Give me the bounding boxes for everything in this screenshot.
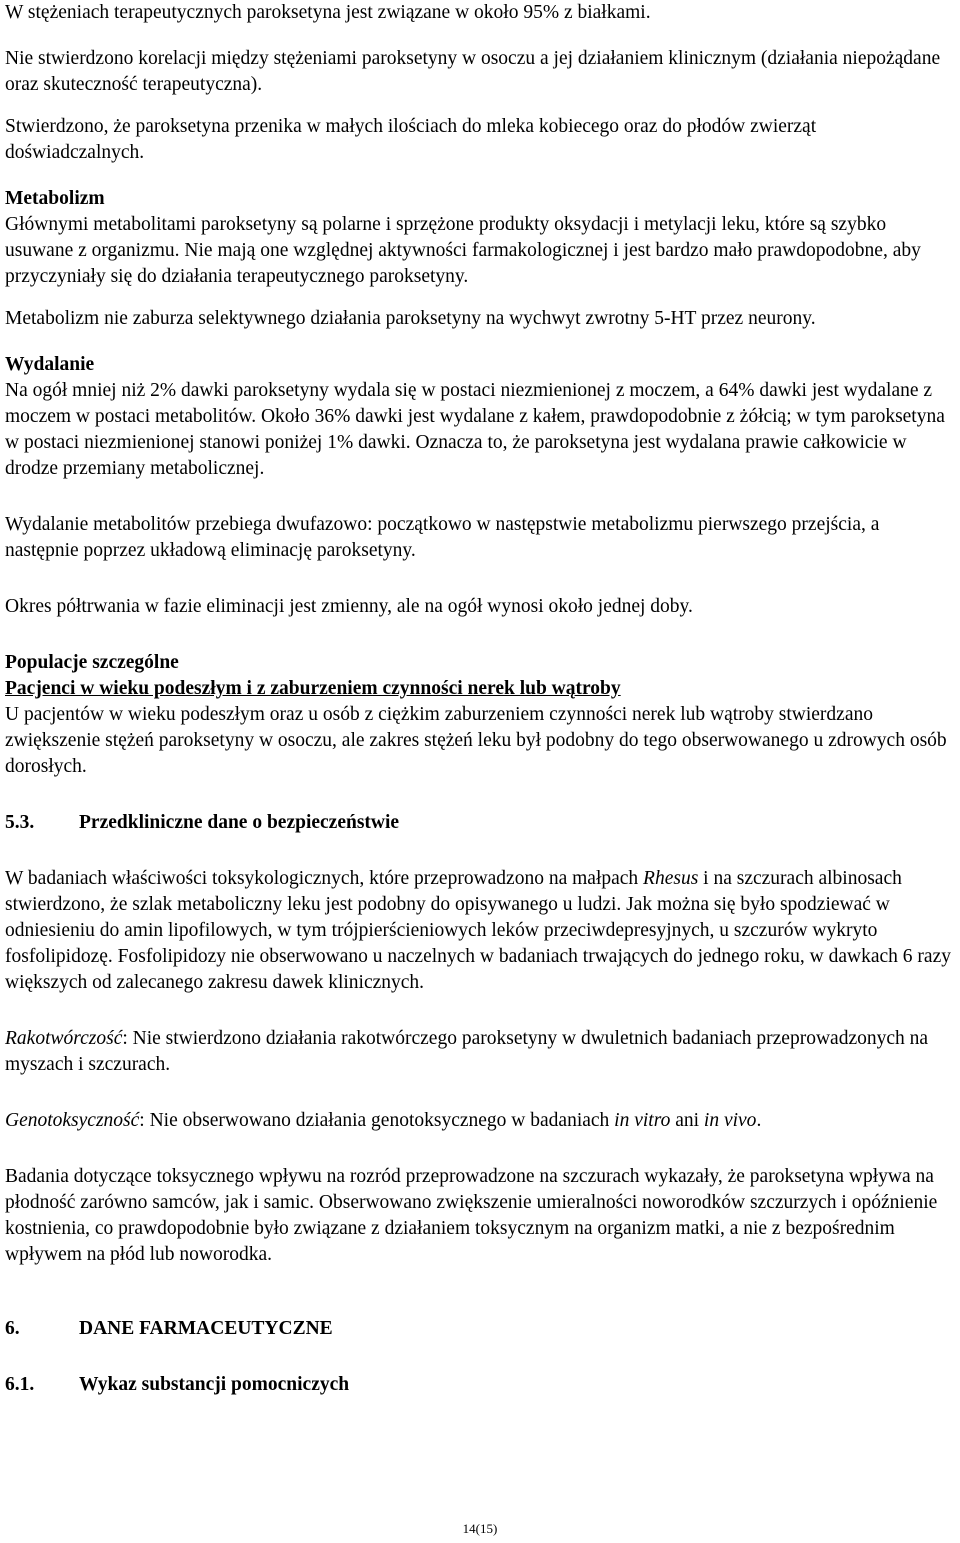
metabolizm-paragraph-1: Głównymi metabolitami paroksetyny są polarne i sprzężone produkty oksydacji i metylacji leku, które są szybko usuwane z organizmu. Nie mają one względnej aktywności farmakologicznej i jest bardzo mało prawdopodobne, aby przyczyniały się do działania terapeutycznego paroksetyny.: [5, 214, 921, 287]
metabolizm-heading: Metabolizm: [5, 188, 105, 209]
populacje-heading: Populacje szczególne: [5, 652, 179, 673]
wydalanie-paragraph-2: Wydalanie metabolitów przebiega dwufazowo: początkowo w następstwie metabolizmu pierwszego przejścia, a następnie poprzez układową eliminację paroksetyny.: [5, 514, 880, 561]
section-number: 6.1.: [5, 1374, 35, 1395]
genotoksycznosc-label: Genotoksyczność: [5, 1110, 140, 1131]
wydalanie-paragraph-3: Okres półtrwania w fazie eliminacji jest zmienny, ale na ogół wynosi około jednej doby.: [5, 596, 693, 617]
genotoksycznosc-text-c: .: [756, 1110, 762, 1131]
section-number: 5.3.: [5, 812, 35, 833]
genotoksycznosc-paragraph: [5, 1108, 957, 1134]
correlation-paragraph: Nie stwierdzono korelacji między stężeniami paroksetyny w osoczu a jej działaniem klinicznym (działania niepożądane oraz skuteczność terapeutyczna).: [5, 48, 941, 95]
in-vivo-term: in vivo: [703, 1110, 757, 1131]
toxicology-text-a: W badaniach właściwości toksykologicznych, które przeprowadzono na małpach: [5, 868, 644, 889]
pacjenci-paragraph: U pacjentów w wieku podeszłym oraz u osób z ciężkim zaburzeniem czynności nerek lub wątroby stwierdzano zwiększenie stężeń paroksetyny w osoczu, ale zakres stężeń leku był podobny do tego obserwowanego u zdrowych osób dorosłych.: [5, 704, 947, 777]
section-number: 6.: [5, 1318, 20, 1339]
section-title: Przedkliniczne dane o bezpieczeństwie: [79, 812, 400, 833]
rakotworczosc-label: Rakotwórczość: [5, 1028, 123, 1049]
section-5-3-heading: [5, 810, 957, 836]
rhesus-term: Rhesus: [643, 868, 699, 889]
genotoksycznosc-text-a: : Nie obserwowano działania genotoksycznego w badaniach: [139, 1110, 615, 1131]
reproduction-paragraph: Badania dotyczące toksycznego wpływu na rozród przeprowadzone na szczurach wykazały, że paroksetyna wpływa na płodność zarówno samców, jak i samic. Obserwowano zwiększenie umieralności noworodków szczurzych i opóźnienie kostnienia, co prawdopodobnie było związane z działaniem toksycznym na organizm matki, a nie z bezpośrednim wpływem na płód lub noworodka.: [5, 1166, 938, 1265]
document-body: [5, 0, 957, 1398]
page-number: 14(15): [462, 1521, 498, 1536]
section-6-1-heading: [5, 1372, 957, 1398]
toxicology-text-b: i na szczurach albinosach stwierdzono, że szlak metaboliczny leku jest podobny do opisywanego u ludzi. Jak można się było spodziewać w odniesieniu do amin lipofilowych, w tym trójpierścieniowych leków przeciwdepresyjnych, u szczurów wykryto fosfolipidozę. Fosfolipidozy nie obserwowano u naczelnych w badaniach trwających do jednego roku, w dawkach 6 razy większych od zalecanego zakresu dawek klinicznych.: [5, 868, 951, 993]
section-title: Wykaz substancji pomocniczych: [79, 1374, 350, 1395]
protein-binding-paragraph: W stężeniach terapeutycznych paroksetyna jest związane w około 95% z białkami.: [5, 2, 651, 23]
in-vitro-term: in vitro: [614, 1110, 671, 1131]
wydalanie-heading: Wydalanie: [5, 354, 95, 375]
genotoksycznosc-text-b: ani: [670, 1110, 704, 1131]
rakotworczosc-text: : Nie stwierdzono działania rakotwórczego paroksetyny w dwuletnich badaniach przeprowadzonych na myszach i szczurach.: [5, 1028, 929, 1075]
toxicology-paragraph: [5, 866, 957, 996]
pacjenci-heading: Pacjenci w wieku podeszłym i z zaburzeniem czynności nerek lub wątroby: [5, 678, 621, 699]
metabolizm-paragraph-2: Metabolizm nie zaburza selektywnego działania paroksetyny na wychwyt zwrotny 5-HT przez neurony.: [5, 308, 816, 329]
section-title: DANE FARMACEUTYCZNE: [79, 1318, 333, 1339]
rakotworczosc-paragraph: [5, 1026, 957, 1078]
wydalanie-paragraph-1: Na ogół mniej niż 2% dawki paroksetyny wydala się w postaci niezmienionej z moczem, a 64% dawki jest wydalane z moczem w postaci metabolitów. Około 36% dawki jest wydalane z kałem, prawdopodobnie z żółcią; w tym paroksetyna w postaci niezmienionej stanowi poniżej 1% dawki. Oznacza to, że paroksetyna jest wydalana prawie całkowicie w drodze przemiany metabolicznej.: [5, 380, 945, 479]
breast-milk-paragraph: Stwierdzono, że paroksetyna przenika w małych ilościach do mleka kobiecego oraz do płodów zwierząt doświadczalnych.: [5, 116, 817, 163]
section-6-heading: [5, 1316, 957, 1342]
